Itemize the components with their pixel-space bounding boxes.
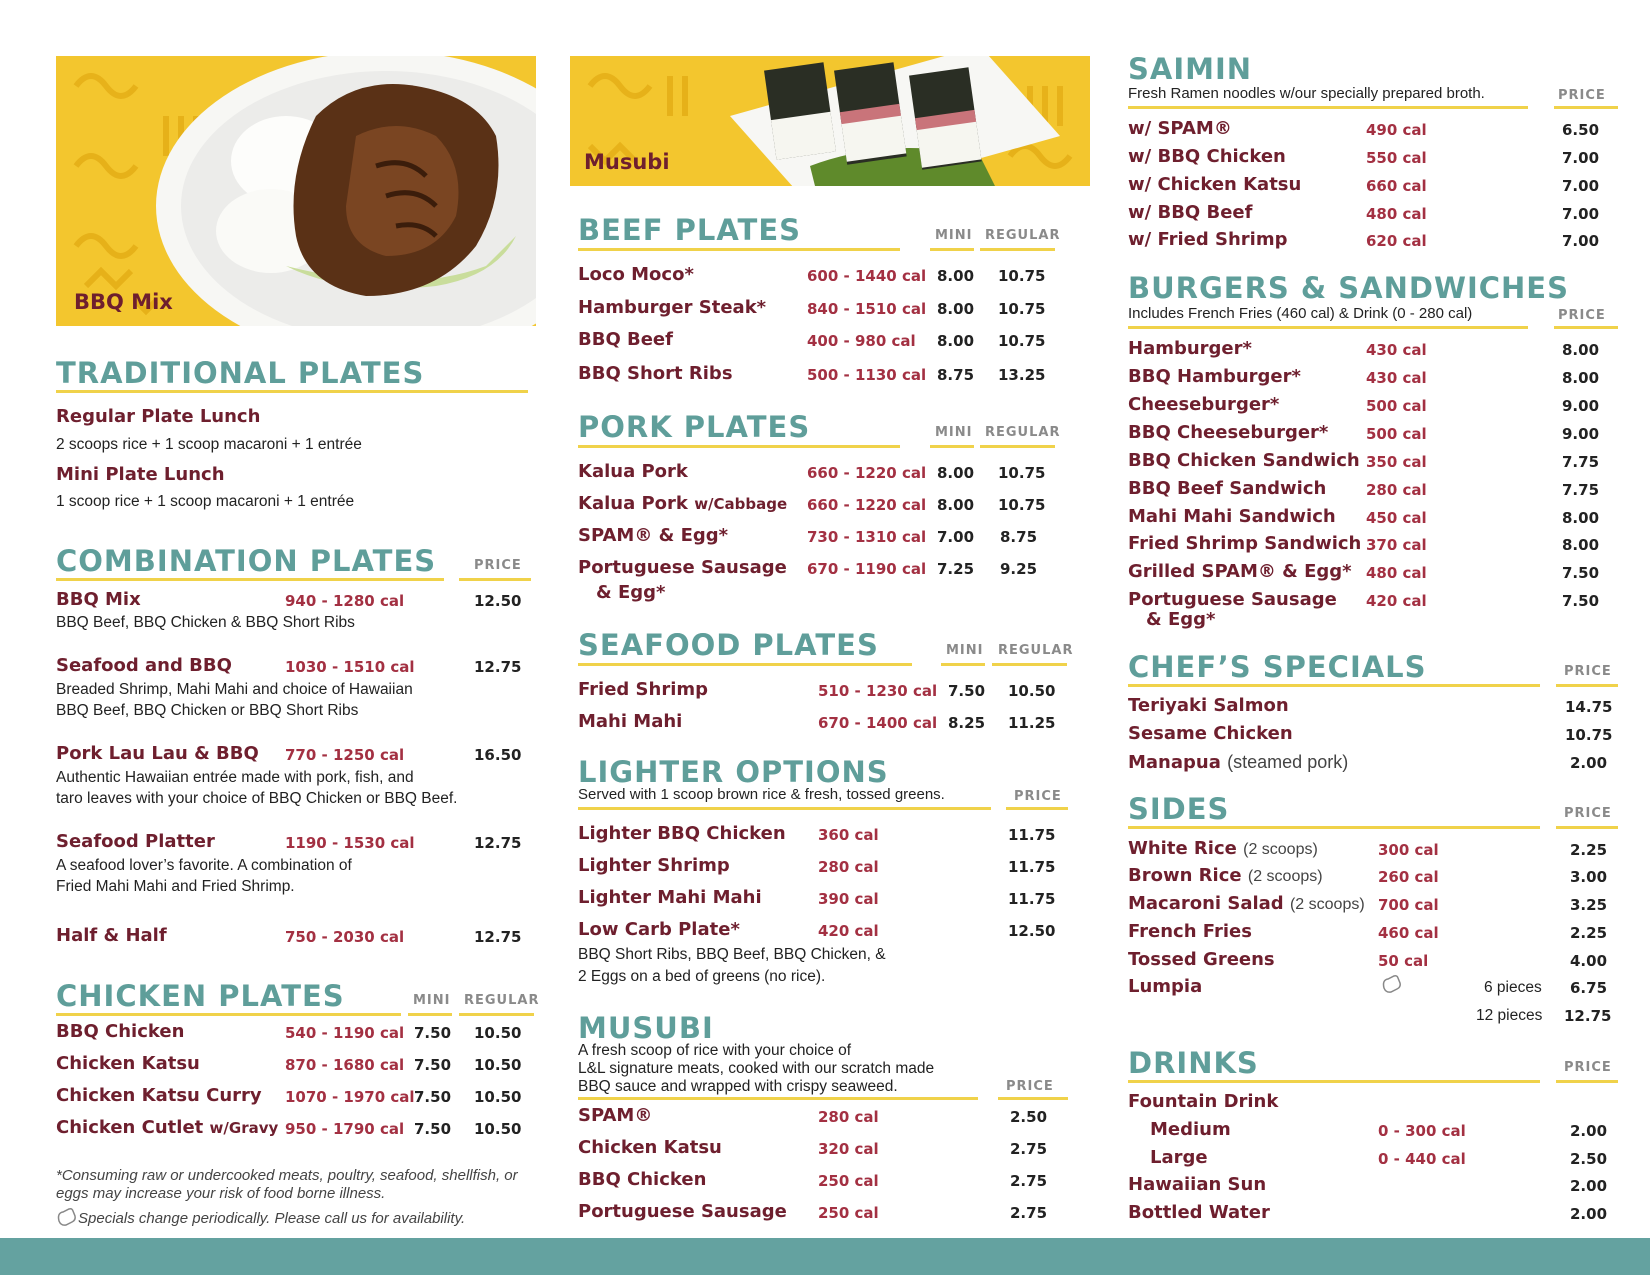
menu-item-name (1128, 695, 1289, 717)
price: 11.75 (1008, 826, 1056, 844)
menu-item-name: BBQ Beef (578, 329, 673, 350)
item-text: Portuguese Sausage (578, 557, 787, 578)
menu-item-name: Lighter BBQ Chicken (578, 823, 786, 844)
chicken-plates-title: CHICKEN PLATES (56, 979, 345, 1013)
item-text: Tossed Greens (1128, 949, 1275, 970)
menu-item-name (1128, 751, 1348, 774)
calorie-range: 940 - 1280 cal (285, 592, 405, 610)
section-desc: L&L signature meats, cooked with our scratch made (578, 1060, 935, 1077)
menu-item-desc: Breaded Shrimp, Mahi Mahi and choice of Hawaiian (56, 681, 413, 698)
section-divider (1006, 807, 1068, 810)
menu-item-name: BBQ Cheeseburger* (1128, 422, 1329, 443)
section-divider (980, 445, 1055, 448)
price: 7.00 (1562, 177, 1600, 195)
musubi-title: MUSUBI (578, 1011, 714, 1045)
menu-item-name: Mahi Mahi (578, 711, 683, 732)
item-text: Kalua Pork (578, 493, 688, 514)
section-divider (459, 1013, 534, 1016)
lighter-options-title: LIGHTER OPTIONS (578, 755, 889, 789)
price: 12.75 (474, 834, 522, 852)
traditional-plates-title: TRADITIONAL PLATES (56, 356, 425, 390)
item-text: French Fries (1128, 921, 1252, 942)
price-column-header: PRICE (1558, 88, 1606, 103)
calorie-count: 550 cal (1366, 149, 1427, 167)
menu-item-name: Loco Moco* (578, 264, 694, 285)
food-safety-disclaimer: eggs may increase your risk of food borne illness. (56, 1185, 386, 1202)
menu-item-name: Fountain Drink (1128, 1091, 1279, 1112)
section-divider (459, 578, 531, 581)
section-divider (1556, 1080, 1618, 1083)
regular-price: 11.25 (1008, 714, 1056, 732)
item-text: Chicken Katsu Curry (56, 1085, 262, 1106)
item-text: Sesame Chicken (1128, 723, 1293, 744)
regular-price: 10.50 (474, 1024, 522, 1042)
calorie-range: 1070 - 1970 cal (285, 1088, 415, 1106)
item-note: w/Gravy (209, 1119, 279, 1137)
calorie-range: 500 - 1130 cal (807, 366, 927, 384)
mini-price: 7.50 (414, 1056, 452, 1074)
menu-item-name: Fried Shrimp Sandwich (1128, 533, 1362, 554)
menu-item-name: Seafood Platter (56, 831, 215, 852)
menu-item-name: Lighter Shrimp (578, 855, 730, 876)
section-desc: A fresh scoop of rice with your choice of (578, 1042, 852, 1059)
item-note: w/Cabbage (694, 495, 788, 513)
shaka-icon (1380, 973, 1404, 995)
calorie-range: 1190 - 1530 cal (285, 834, 415, 852)
calorie-count: 300 cal (1378, 841, 1439, 859)
mini-price: 7.50 (948, 682, 986, 700)
calorie-count: 360 cal (818, 826, 879, 844)
calorie-range: 1030 - 1510 cal (285, 658, 415, 676)
price: 2.25 (1570, 841, 1608, 859)
menu-item-desc: BBQ Short Ribs, BBQ Beef, BBQ Chicken, & (578, 946, 886, 963)
menu-item-name: BBQ Chicken Sandwich (1128, 450, 1360, 471)
price: 7.00 (1562, 232, 1600, 250)
menu-item-name: Hamburger Steak* (578, 297, 767, 318)
menu-item-desc: A seafood lover’s favorite. A combination of (56, 857, 352, 874)
price: 16.50 (474, 746, 522, 764)
calorie-count: 480 cal (1366, 564, 1427, 582)
regular-price: 10.50 (474, 1120, 522, 1138)
item-text: Chicken Cutlet (56, 1117, 204, 1138)
price: 2.25 (1570, 924, 1608, 942)
item-text: Macaroni Salad (1128, 893, 1284, 914)
section-divider (992, 663, 1067, 666)
calorie-range: 730 - 1310 cal (807, 528, 927, 546)
price-column-header: PRICE (1564, 664, 1612, 679)
menu-item-name: Chicken Katsu (578, 1137, 722, 1158)
price: 12.50 (474, 592, 522, 610)
calorie-range: 770 - 1250 cal (285, 746, 405, 764)
calorie-range: 840 - 1510 cal (807, 300, 927, 318)
section-divider (1128, 826, 1540, 829)
section-divider (1554, 106, 1618, 109)
calorie-count: 500 cal (1366, 425, 1427, 443)
item-text: BBQ Chicken (56, 1021, 185, 1042)
menu-item-name: Medium (1150, 1119, 1231, 1140)
calorie-count: 370 cal (1366, 536, 1427, 554)
mini-price: 8.75 (937, 366, 975, 384)
beef-plates-title: BEEF PLATES (578, 213, 802, 247)
calorie-count: 430 cal (1366, 369, 1427, 387)
menu-item-name: BBQ Short Ribs (578, 363, 733, 384)
mini-price: 8.00 (937, 332, 975, 350)
price: 8.00 (1562, 341, 1600, 359)
price-column-header: PRICE (1564, 1060, 1612, 1075)
mini-price: 7.25 (937, 560, 975, 578)
item-text: White Rice (1128, 838, 1237, 859)
menu-item-name: Low Carb Plate* (578, 919, 740, 940)
menu-item-name: Half & Half (56, 925, 167, 946)
menu-item-name: Large (1150, 1147, 1208, 1168)
price: 2.75 (1010, 1140, 1048, 1158)
price: 6.75 (1570, 979, 1608, 997)
calorie-count: 260 cal (1378, 868, 1439, 886)
regular-price: 10.50 (474, 1088, 522, 1106)
price: 2.75 (1010, 1204, 1048, 1222)
saimin-title: SAIMIN (1128, 52, 1253, 86)
menu-item-name (578, 493, 787, 515)
price-column-header: PRICE (1006, 1079, 1054, 1094)
price: 12.75 (1564, 1007, 1612, 1025)
price-column-header: PRICE (1558, 308, 1606, 323)
calorie-count: 280 cal (818, 1108, 879, 1126)
price: 4.00 (1570, 952, 1608, 970)
item-text: Kalua Pork (578, 461, 688, 482)
menu-item-name: w/ Chicken Katsu (1128, 174, 1302, 195)
mini-price: 8.25 (948, 714, 986, 732)
calorie-count: 700 cal (1378, 896, 1439, 914)
item-note: (2 scoops) (1243, 841, 1318, 858)
menu-item-name: Regular Plate Lunch (56, 406, 261, 427)
section-divider (578, 445, 900, 448)
section-subtitle: Fresh Ramen noodles w/our specially prepared broth. (1128, 85, 1485, 102)
price: 7.50 (1562, 592, 1600, 610)
menu-item-name (578, 557, 787, 579)
menu-item-name (578, 461, 688, 483)
calorie-count: 620 cal (1366, 232, 1427, 250)
menu-item-name: Seafood and BBQ (56, 655, 232, 676)
mini-column-header: MINI (946, 643, 984, 658)
mini-price: 8.00 (937, 496, 975, 514)
regular-price: 10.50 (474, 1056, 522, 1074)
mini-column-header: MINI (413, 993, 451, 1008)
price: 2.50 (1010, 1108, 1048, 1126)
section-divider (1554, 326, 1618, 329)
seafood-plates-title: SEAFOOD PLATES (578, 628, 879, 662)
menu-item-name: BBQ Chicken (578, 1169, 707, 1190)
mini-price: 7.50 (414, 1024, 452, 1042)
price: 14.75 (1565, 698, 1613, 716)
musubi-photo-label: Musubi (584, 150, 670, 174)
menu-item-desc: 2 Eggs on a bed of greens (no rice). (578, 968, 826, 985)
section-divider (930, 248, 974, 251)
calorie-count: 420 cal (818, 922, 879, 940)
section-desc: BBQ sauce and wrapped with crispy seaweed. (578, 1078, 898, 1095)
menu-item-name: Portuguese Sausage (578, 1201, 787, 1222)
menu-item-name: Hamburger* (1128, 338, 1252, 359)
item-note: (2 scoops) (1247, 868, 1323, 885)
lumpia-quantity: 12 pieces (1476, 1007, 1543, 1024)
regular-price: 10.75 (998, 300, 1046, 318)
calorie-range: 660 - 1220 cal (807, 496, 927, 514)
mini-price: 7.50 (414, 1088, 452, 1106)
section-divider (1128, 684, 1540, 687)
price: 3.25 (1570, 896, 1608, 914)
regular-column-header: REGULAR (464, 993, 540, 1008)
calorie-range: 660 - 1220 cal (807, 464, 927, 482)
mini-price: 8.00 (937, 267, 975, 285)
shaka-icon (56, 1207, 78, 1227)
menu-item-name: w/ BBQ Chicken (1128, 146, 1286, 167)
calorie-count: 660 cal (1366, 177, 1427, 195)
section-divider (1556, 684, 1618, 687)
menu-item-name: Portuguese Sausage (1128, 589, 1337, 610)
menu-item-desc: BBQ Beef, BBQ Chicken & BBQ Short Ribs (56, 614, 355, 631)
menu-item-name (1128, 921, 1252, 943)
price-column-header: PRICE (1014, 789, 1062, 804)
burgers-sandwiches-title: BURGERS & SANDWICHES (1128, 271, 1569, 305)
price: 2.75 (1010, 1172, 1048, 1190)
calorie-range: 0 - 440 cal (1378, 1150, 1466, 1168)
calorie-count: 420 cal (1366, 592, 1427, 610)
menu-item-name-line2: & Egg* (596, 582, 666, 603)
chefs-specials-title: CHEF’S SPECIALS (1128, 650, 1427, 684)
calorie-count: 390 cal (818, 890, 879, 908)
menu-item-name: Mini Plate Lunch (56, 464, 225, 485)
menu-item-name: Lumpia (1128, 976, 1203, 997)
bbq-mix-photo (56, 56, 536, 326)
menu-item-name: Cheeseburger* (1128, 394, 1280, 415)
menu-item-name: BBQ Beef Sandwich (1128, 478, 1327, 499)
calorie-range: 510 - 1230 cal (818, 682, 938, 700)
price: 6.50 (1562, 121, 1600, 139)
price: 3.00 (1570, 868, 1608, 886)
calorie-count: 280 cal (1366, 481, 1427, 499)
calorie-count: 500 cal (1366, 397, 1427, 415)
menu-item-name (1128, 865, 1323, 888)
price: 7.00 (1562, 149, 1600, 167)
calorie-count: 350 cal (1366, 453, 1427, 471)
menu-item-name: w/ SPAM® (1128, 118, 1232, 139)
menu-item-desc: BBQ Beef, BBQ Chicken or BBQ Short Ribs (56, 702, 359, 719)
price: 12.50 (1008, 922, 1056, 940)
calorie-range: 670 - 1190 cal (807, 560, 927, 578)
section-divider (980, 248, 1055, 251)
item-note: (steamed pork) (1227, 752, 1349, 772)
menu-item-name: BBQ Hamburger* (1128, 366, 1301, 387)
pork-plates-title: PORK PLATES (578, 410, 811, 444)
menu-item-name: w/ Fried Shrimp (1128, 229, 1288, 250)
item-text: Manapua (1128, 752, 1221, 773)
price: 12.75 (474, 658, 522, 676)
calorie-range: 870 - 1680 cal (285, 1056, 405, 1074)
menu-item-name: SPAM® (578, 1105, 653, 1126)
mini-price: 8.00 (937, 300, 975, 318)
menu-item-name: Grilled SPAM® & Egg* (1128, 561, 1352, 582)
specials-note: Specials change periodically. Please call us for availability. (78, 1210, 466, 1227)
section-divider (941, 663, 985, 666)
menu-item-desc: Fried Mahi Mahi and Fried Shrimp. (56, 878, 295, 895)
food-safety-disclaimer: *Consuming raw or undercooked meats, poultry, seafood, shellfish, or (56, 1167, 518, 1184)
section-divider (56, 390, 528, 393)
calorie-count: 460 cal (1378, 924, 1439, 942)
price: 2.00 (1570, 754, 1608, 772)
menu-item-name: Mahi Mahi Sandwich (1128, 506, 1336, 527)
calorie-range: 670 - 1400 cal (818, 714, 938, 732)
regular-column-header: REGULAR (985, 228, 1061, 243)
calorie-range: 540 - 1190 cal (285, 1024, 405, 1042)
calorie-range: 0 - 300 cal (1378, 1122, 1466, 1140)
price: 11.75 (1008, 858, 1056, 876)
menu-item-desc: taro leaves with your choice of BBQ Chicken or BBQ Beef. (56, 790, 458, 807)
price: 8.00 (1562, 509, 1600, 527)
price: 2.00 (1570, 1205, 1608, 1223)
mini-column-header: MINI (935, 228, 973, 243)
menu-item-name: Pork Lau Lau & BBQ (56, 743, 259, 764)
calorie-count: 490 cal (1366, 121, 1427, 139)
calorie-range: 600 - 1440 cal (807, 267, 927, 285)
sides-title: SIDES (1128, 792, 1230, 826)
menu-item-name: w/ BBQ Beef (1128, 202, 1253, 223)
section-divider (930, 445, 974, 448)
regular-column-header: REGULAR (985, 425, 1061, 440)
menu-item-name (1128, 838, 1318, 861)
regular-column-header: REGULAR (998, 643, 1074, 658)
menu-item-name: Fried Shrimp (578, 679, 709, 700)
menu-item-name (1128, 893, 1365, 916)
menu-item-desc: 2 scoops rice + 1 scoop macaroni + 1 entrée (56, 436, 362, 453)
section-divider (578, 807, 991, 810)
regular-price: 8.75 (1000, 528, 1038, 546)
section-subtitle: Includes French Fries (460 cal) & Drink (0 - 280 cal) (1128, 305, 1473, 322)
menu-item-name (578, 525, 728, 547)
lumpia-quantity: 6 pieces (1484, 979, 1542, 996)
menu-item-name (56, 1021, 184, 1043)
section-divider (1128, 106, 1528, 109)
regular-price: 10.50 (1008, 682, 1056, 700)
price: 7.75 (1562, 481, 1600, 499)
menu-item-name: Lighter Mahi Mahi (578, 887, 762, 908)
regular-price: 10.75 (998, 496, 1046, 514)
menu-item-name: BBQ Mix (56, 589, 141, 610)
section-divider (1128, 1080, 1540, 1083)
mini-price: 7.50 (414, 1120, 452, 1138)
section-divider (56, 578, 444, 581)
calorie-count: 250 cal (818, 1172, 879, 1190)
bbq-plate-image (56, 56, 536, 326)
calorie-count: 320 cal (818, 1140, 879, 1158)
regular-price: 10.75 (998, 267, 1046, 285)
musubi-photo (570, 56, 1090, 186)
section-divider (408, 1013, 452, 1016)
price: 9.00 (1562, 425, 1600, 443)
menu-item-name: Bottled Water (1128, 1202, 1270, 1223)
bottom-color-band (0, 1238, 1650, 1275)
drinks-title: DRINKS (1128, 1046, 1259, 1080)
item-text: Teriyaki Salmon (1128, 695, 1289, 716)
menu-item-desc: Authentic Hawaiian entrée made with pork, fish, and (56, 769, 414, 786)
item-note: (2 scoops) (1289, 896, 1365, 913)
calorie-count: 280 cal (818, 858, 879, 876)
regular-price: 10.75 (998, 332, 1046, 350)
price-column-header: PRICE (474, 558, 522, 573)
calorie-count: 430 cal (1366, 341, 1427, 359)
price: 2.00 (1570, 1122, 1608, 1140)
menu-item-name (56, 1053, 200, 1075)
mini-column-header: MINI (935, 425, 973, 440)
item-text: Chicken Katsu (56, 1053, 200, 1074)
section-divider (578, 1097, 978, 1100)
item-text: Brown Rice (1128, 865, 1242, 886)
combination-plates-title: COMBINATION PLATES (56, 544, 437, 578)
menu-item-name (1128, 723, 1293, 745)
section-subtitle: Served with 1 scoop brown rice & fresh, tossed greens. (578, 786, 945, 803)
menu-item-desc: 1 scoop rice + 1 scoop macaroni + 1 entrée (56, 493, 355, 510)
price: 9.00 (1562, 397, 1600, 415)
price: 2.50 (1570, 1150, 1608, 1168)
price: 2.00 (1570, 1177, 1608, 1195)
calorie-count: 450 cal (1366, 509, 1427, 527)
section-divider (578, 248, 900, 251)
bbq-mix-photo-label: BBQ Mix (74, 290, 173, 314)
calorie-range: 400 - 980 cal (807, 332, 916, 350)
calorie-range: 750 - 2030 cal (285, 928, 405, 946)
price-column-header: PRICE (1564, 806, 1612, 821)
calorie-count: 250 cal (818, 1204, 879, 1222)
price: 7.50 (1562, 564, 1600, 582)
menu-item-name-line2: & Egg* (1146, 609, 1216, 630)
calorie-count: 480 cal (1366, 205, 1427, 223)
price: 10.75 (1565, 726, 1613, 744)
section-divider (56, 1013, 401, 1016)
regular-price: 9.25 (1000, 560, 1038, 578)
mini-price: 7.00 (937, 528, 975, 546)
price: 7.75 (1562, 453, 1600, 471)
menu-item-name: Hawaiian Sun (1128, 1174, 1267, 1195)
section-divider (578, 663, 912, 666)
section-divider (1128, 326, 1528, 329)
regular-price: 10.75 (998, 464, 1046, 482)
price: 11.75 (1008, 890, 1056, 908)
price: 12.75 (474, 928, 522, 946)
menu-item-name (56, 1117, 278, 1139)
price: 7.00 (1562, 205, 1600, 223)
calorie-range: 950 - 1790 cal (285, 1120, 405, 1138)
item-text: SPAM® & Egg* (578, 525, 729, 546)
menu-item-name (56, 1085, 262, 1107)
mini-price: 8.00 (937, 464, 975, 482)
regular-price: 13.25 (998, 366, 1046, 384)
section-divider (998, 1097, 1068, 1100)
price: 8.00 (1562, 369, 1600, 387)
section-divider (1556, 826, 1618, 829)
menu-item-name (1128, 949, 1275, 971)
price: 8.00 (1562, 536, 1600, 554)
calorie-count: 50 cal (1378, 952, 1429, 970)
